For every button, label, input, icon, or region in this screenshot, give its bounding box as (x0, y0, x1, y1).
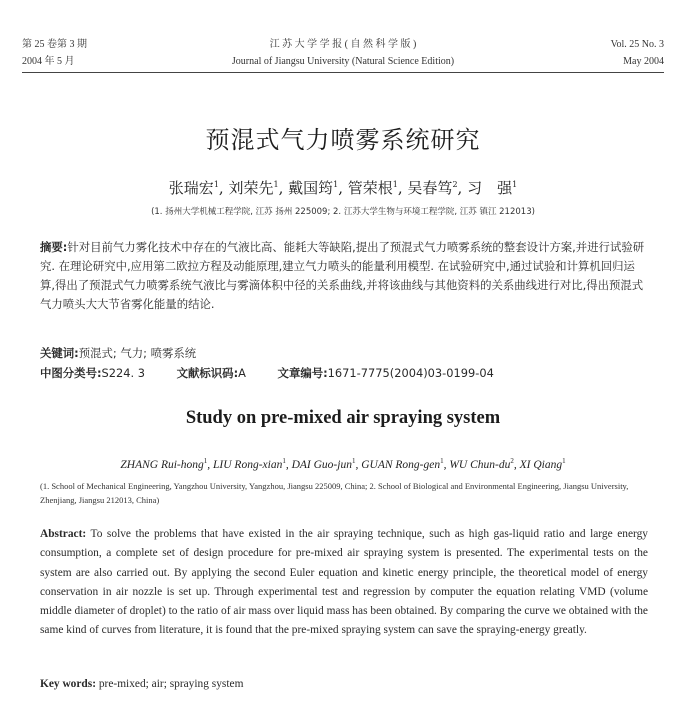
article-number: 文章编号:1671-7775(2004)03-0199-04 (277, 366, 494, 380)
title-cn: 预混式气力喷雾系统研究 (205, 126, 481, 154)
author-en: DAI Guo-jun$^1$ (291, 457, 356, 471)
running-header (22, 36, 664, 72)
abstract-cn (40, 238, 648, 314)
author-cn: 管荣根$^1$ (347, 179, 398, 197)
author-en: ZHANG Rui-hong$^1$ (120, 457, 208, 471)
volume-issue-cn: 第 25 卷第 3 期 (22, 39, 87, 50)
keywords-en-text: pre-mixed; air; spraying system (98, 678, 244, 690)
abstract-cn-label: 摘要: (40, 240, 68, 254)
authors-cn: 张瑞宏$^1$, 刘荣先$^1$, 戴国筠$^1$, 管荣根$^1$, 吴春笃$^2$, 习 强$^1$ (168, 179, 518, 197)
affiliation-cn: (1. 扬州大学机械工程学院, 江苏 扬州 225009; 2. 江苏大学生物与环境工程学院, 江苏 镇江 212013) (151, 207, 535, 217)
author-en: WU Chun-$du^2$ (449, 457, 514, 471)
journal-name-en: Journal of Jiangsu University (Natural Science Edition) (231, 56, 455, 67)
author-cn: 刘荣先$^1$ (228, 179, 279, 197)
abstract-en (40, 525, 648, 641)
header-right (611, 36, 664, 70)
keywords-en-label: Key words: (40, 678, 96, 690)
keywords-cn-text: 预混式; 气力; 喷雾系统 (78, 346, 197, 360)
volume-issue-en: Vol. 25 No. 3 (610, 39, 664, 50)
author-en: XI Qiang$^1$ (519, 457, 566, 471)
keywords-cn (40, 345, 196, 361)
journal-name-cn: 江 苏 大 学 学 报 ( 自 然 科 学 版 ) (269, 39, 417, 50)
date-cn: 2004 年 5 月 (22, 56, 75, 67)
header-center (22, 36, 664, 70)
abstract-en-text: To solve the problems that have existed in the air spraying technique, such as high gas-liquid ratio and large energy consumption, a complete set of design procedure for pre-mixed air spraying system is presented. The experimental tests on the system are also carried out. By applying the second Euler equation and kinetic energy principle, the theoretical model of energy conservation in air nozzle is set up. Through experimental test and regression by computer the equation relating VMD (volume middle diameter of droplet) to the ratio of air mass over liquid mass has been obtained. By comparing the curve we obtained with the same kind of curves from literature, it is found that the pre-mixed spraying system can save the spraying-energy greatly. (40, 528, 648, 637)
author-cn: 张瑞宏$^1$ (168, 179, 219, 197)
author-cn: 戴国筠$^1$ (288, 179, 339, 197)
affiliation-en: (1. School of Mechanical Engineering, Yangzhou University, Yangzhou, Jiangsu 225009, China; 2. School of Biological and Environmental Engineering, Jiangsu University, Zhenjiang, Jiangsu 212013, China) (40, 481, 629, 505)
authors-en: ZHANG Rui-hong$^1$, LIU Rong-xian$^1$, DAI Guo-jun$^1$, GUAN Rong-gen$^1$, WU Chun-$du^2$, XI Qiang$^1$ (120, 457, 566, 471)
author-cn: 吴春笃$^2$ (407, 179, 458, 197)
author-en: GUAN Rong-gen$^1$ (361, 457, 444, 471)
abstract-cn-text: 针对目前气力雾化技术中存在的气液比高、能耗大等缺陷,提出了预混式气力喷雾系统的整套设计方案,并进行试验研究. 在理论研究中,应用第二欧拉方程及动能原理,建立气力喷头的能量利用模型. 在试验研究中,通过试验和计算机回归运算,得出了预混式气力喷雾系统气液比与雾滴体积中径的关系曲线,并将该曲线与其他资料的关系曲线进行对比,得出预混式气力喷头大大节省雾化能量的结论. (40, 240, 645, 311)
abstract-en-label: Abstract: (40, 528, 87, 540)
clc-number: 中图分类号:S224. 3 (40, 366, 145, 380)
date-en: May 2004 (623, 56, 664, 67)
keywords-en (40, 678, 243, 690)
author-en: LIU Rong-xian$^1$ (213, 457, 286, 471)
keywords-cn-label: 关键词: (40, 346, 79, 360)
title-en: Study on pre-mixed air spraying system (185, 408, 501, 428)
author-cn: 习 强$^1$ (467, 179, 518, 197)
header-rule (22, 72, 664, 73)
document-code: 文献标识码:A (176, 366, 246, 380)
classification-cn (40, 365, 660, 381)
